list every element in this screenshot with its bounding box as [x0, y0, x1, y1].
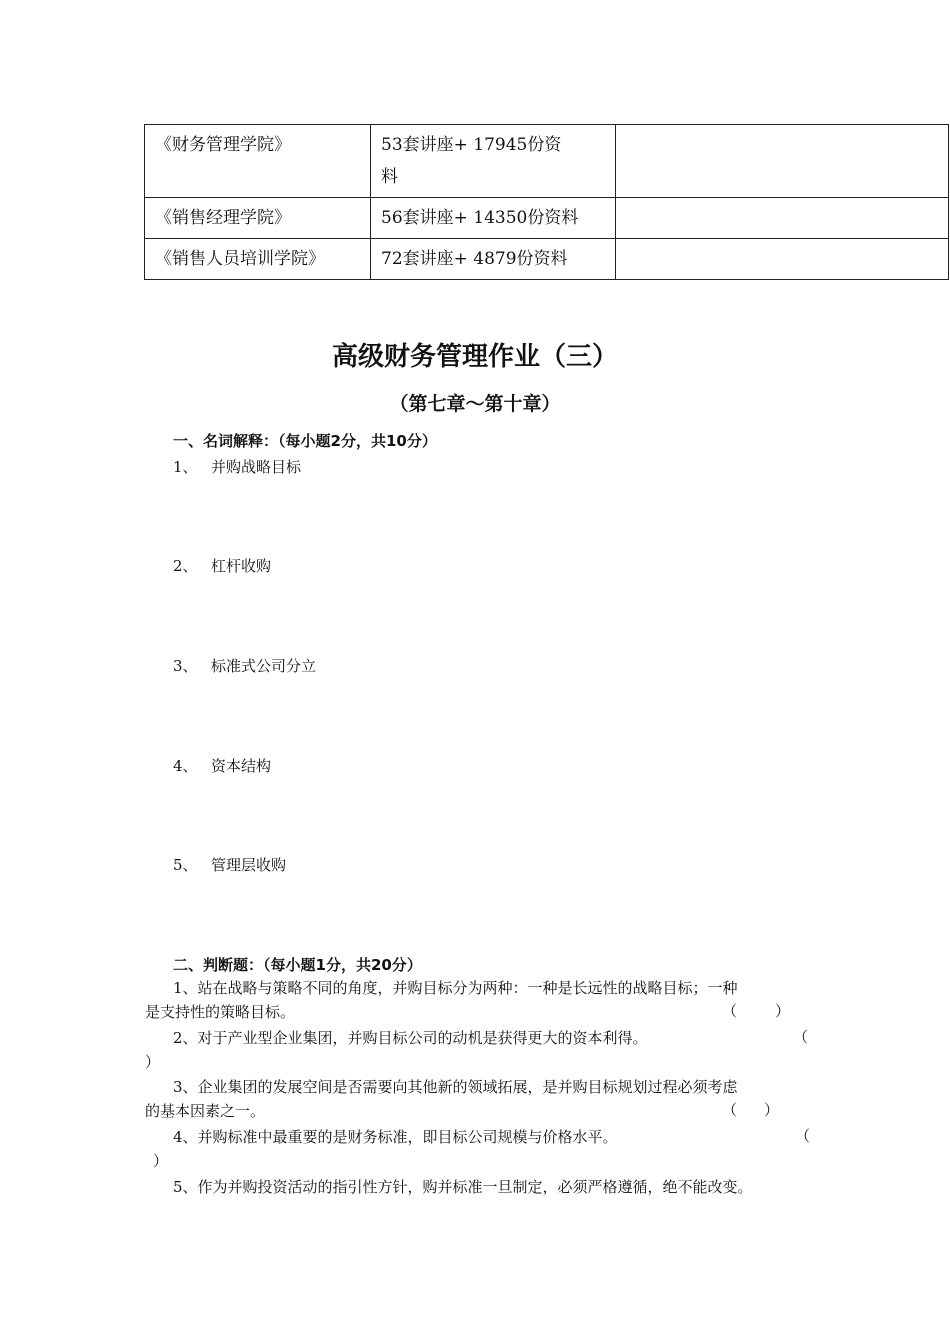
question-line: 5、作为并购投资活动的指引性方针，购并标准一旦制定，必须严格遵循，绝不能改变。	[173, 1178, 753, 1196]
term-item	[173, 456, 301, 477]
term-text: 标准式公司分立	[211, 657, 317, 675]
question-item	[145, 1125, 815, 1173]
question-line: 是支持性的策略目标。	[145, 1003, 296, 1021]
answer-paren-open: （	[722, 1101, 738, 1119]
table-row	[145, 239, 949, 280]
term-number: 3、	[173, 657, 198, 675]
term-item	[173, 755, 271, 776]
term-text: 资本结构	[211, 757, 272, 775]
term-text: 杠杆收购	[211, 557, 272, 575]
term-text: 并购战略目标	[211, 458, 302, 476]
content-line: 56套讲座+ 14350份资料	[381, 208, 579, 228]
term-number: 4、	[173, 757, 198, 775]
table-cell-name: 《财务管理学院》	[145, 125, 371, 198]
table-cell-extra	[616, 239, 949, 280]
question-line: ）	[145, 1053, 161, 1071]
content-line: 53套讲座+ 17945份资	[381, 135, 562, 155]
table-row	[145, 198, 949, 239]
answer-paren-close: ）	[764, 1101, 780, 1119]
table-cell-extra	[616, 125, 949, 198]
page-subtitle: （第七章～第十章）	[389, 393, 561, 415]
question-item	[145, 1175, 815, 1199]
question-line: 2、对于产业型企业集团，并购目标公司的动机是获得更大的资本利得。	[173, 1029, 648, 1047]
term-item	[173, 854, 286, 875]
course-table	[144, 124, 949, 280]
table-cell-content	[371, 125, 616, 198]
content-line: 料	[381, 167, 398, 187]
term-number: 1、	[173, 458, 198, 476]
question-line: 1、站在战略与策略不同的角度，并购目标分为两种：一种是长远性的战略目标；一种	[173, 979, 738, 997]
answer-paren-open: （	[722, 1002, 738, 1020]
term-item	[173, 555, 271, 576]
term-item	[173, 655, 316, 676]
page-title: 高级财务管理作业（三）	[331, 342, 618, 372]
question-line: 4、并购标准中最重要的是财务标准，即目标公司规模与价格水平。	[173, 1128, 618, 1146]
answer-paren-open: （	[793, 1028, 809, 1046]
question-line: ）	[153, 1152, 169, 1170]
section-heading-true-false: 二、判断题：（每小题1分，共20分）	[173, 956, 422, 974]
question-line: 3、企业集团的发展空间是否需要向其他新的领域拓展，是并购目标规划过程必须考虑	[173, 1078, 738, 1096]
answer-paren-close: ）	[775, 1002, 791, 1020]
content-line: 72套讲座+ 4879份资料	[381, 249, 568, 269]
term-text: 管理层收购	[211, 856, 287, 874]
table-cell-content	[371, 198, 616, 239]
question-line: 的基本因素之一。	[145, 1102, 266, 1120]
answer-paren-open: （	[795, 1127, 811, 1145]
table-cell-name: 《销售经理学院》	[145, 198, 371, 239]
term-number: 2、	[173, 557, 198, 575]
question-item	[145, 1026, 815, 1074]
question-item	[145, 1075, 815, 1123]
table-row	[145, 125, 949, 198]
section-heading-definitions: 一、名词解释：（每小题2分，共10分）	[173, 432, 437, 450]
table-cell-content	[371, 239, 616, 280]
table-cell-name: 《销售人员培训学院》	[145, 239, 371, 280]
question-item	[145, 976, 815, 1024]
term-number: 5、	[173, 856, 198, 874]
table-cell-extra	[616, 198, 949, 239]
